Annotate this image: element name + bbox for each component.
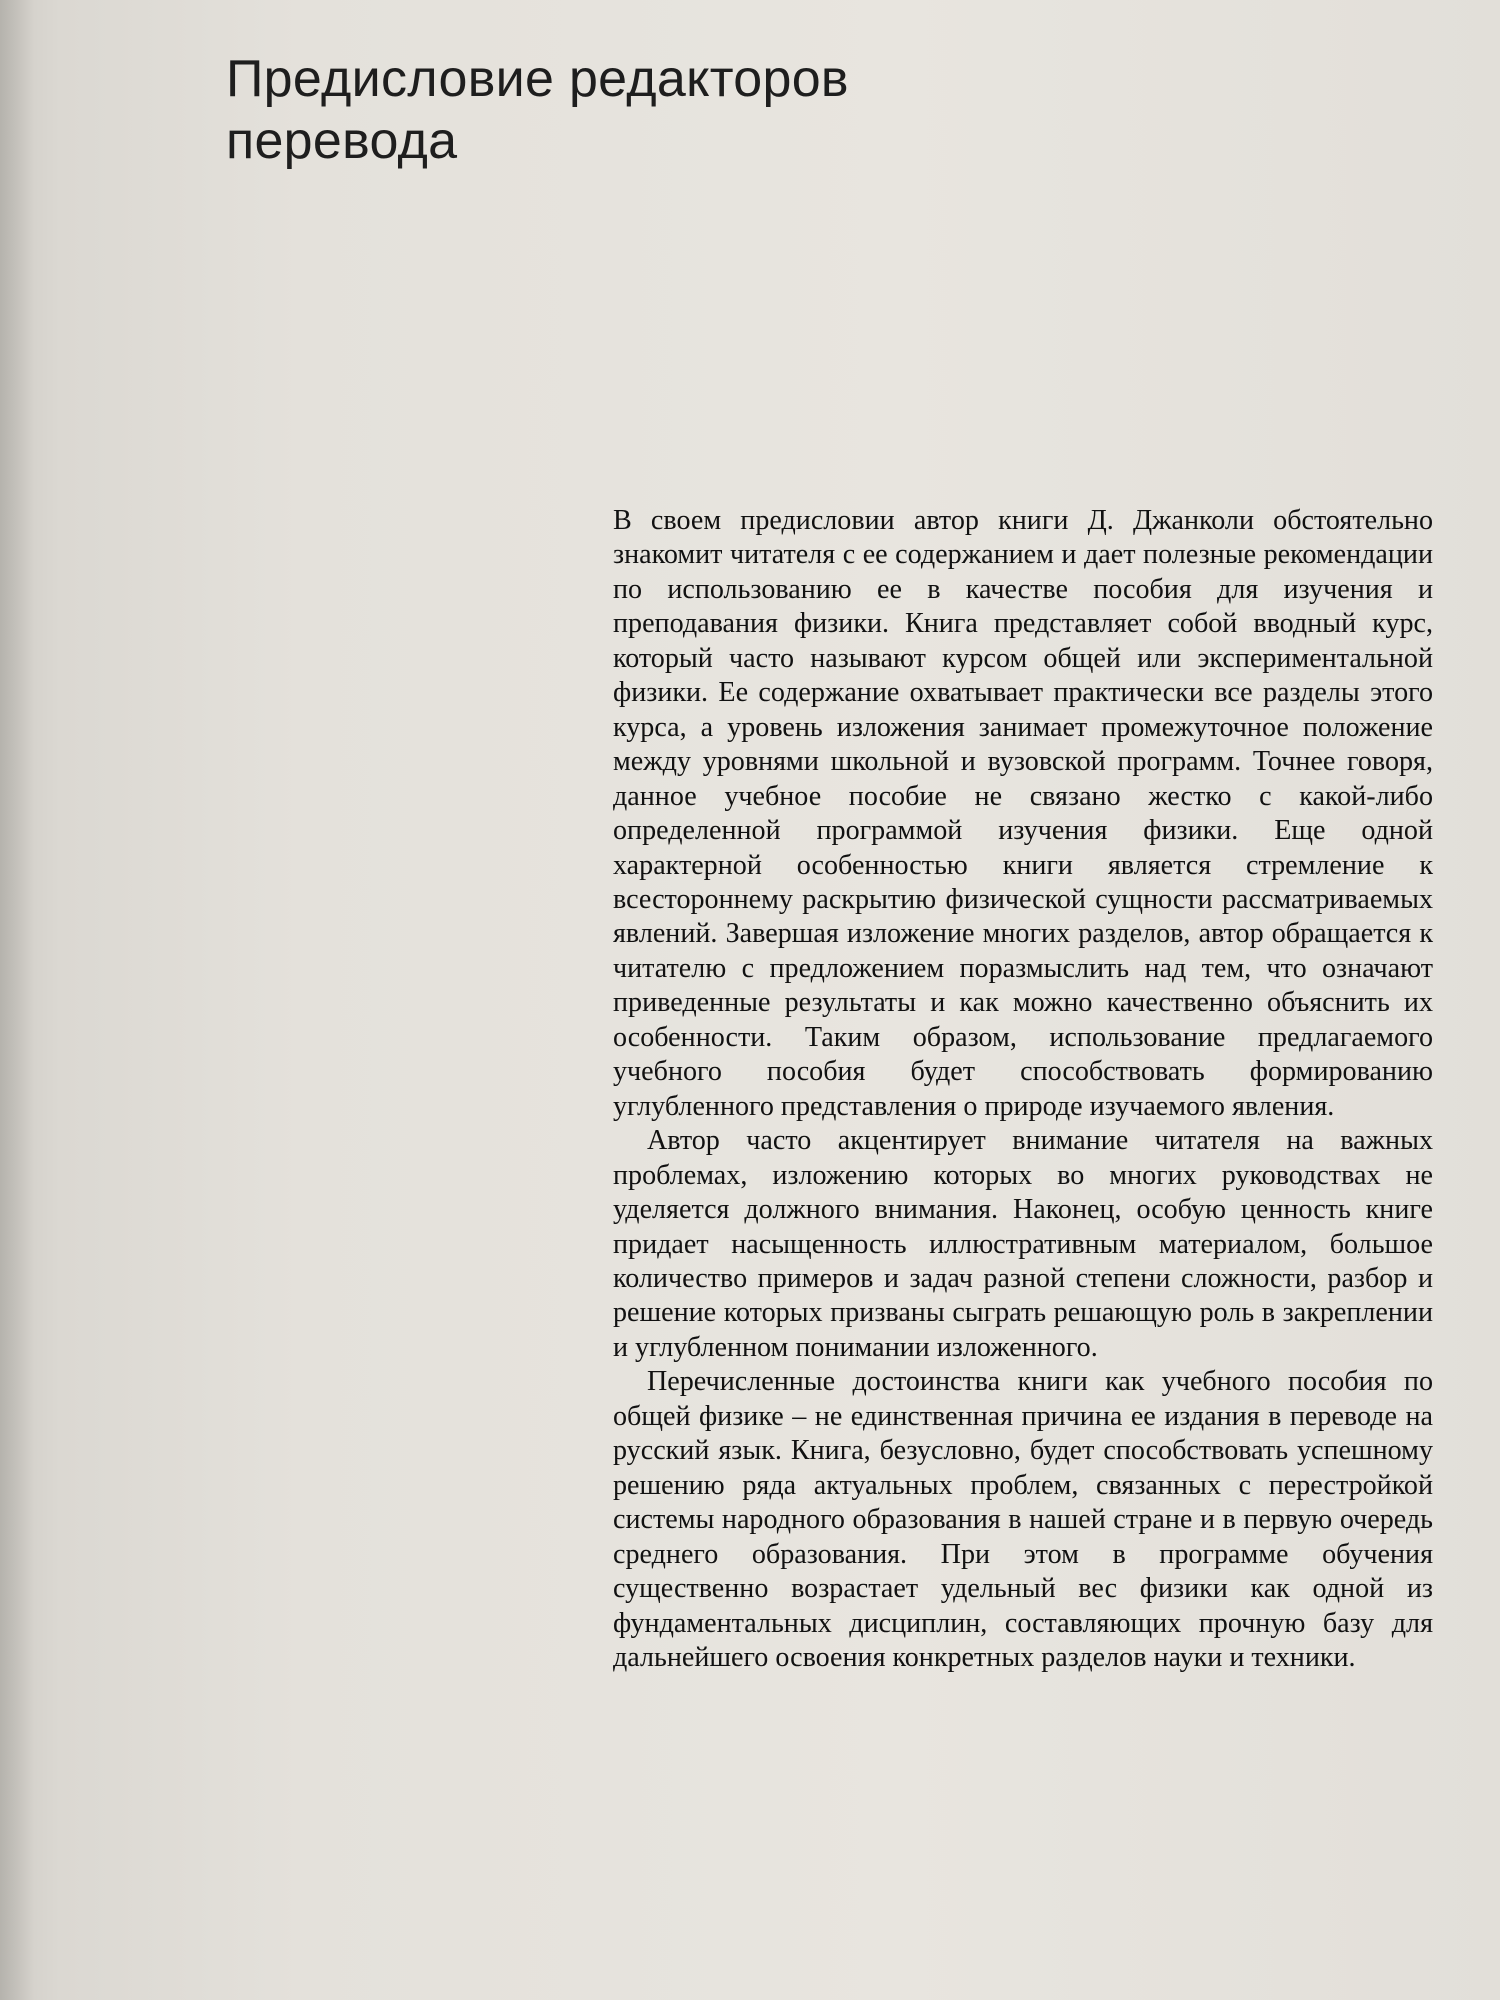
paragraph-1: В своем предисловии автор книги Д. Джанколи обстоятельно знакомит читателя с ее содержанием и дает полезные рекомендации по использованию ее в качестве пособия для изучения и преподавания физики. Книга представляет собой вводный курс, который часто называют курсом общей или экспериментальной физики. Ее содержание охватывает практически все разделы этого курса, а уровень изложения занимает промежуточное положение между уровнями школьной и вузовской программ. Точнее говоря, данное учебное пособие не связано жестко с какой-либо определенной программой изучения физики. Еще одной характерной особенностью книги является стремление к всестороннему раскрытию физической сущности рассматриваемых явлений. Завершая изложение многих разделов, автор обращается к читателю с предложением поразмыслить над тем, что означают приведенные результаты и как можно качественно объяснить их особенности. Таким образом, использование предлагаемого учебного пособия будет способствовать формированию углубленного представления о природе изучаемого явления. (613, 505, 1433, 1122)
title-line-2: перевода (226, 112, 458, 170)
page-edge-shadow (0, 0, 34, 2000)
page-title (226, 48, 986, 172)
title-line-1: Предисловие редакторов (226, 50, 849, 108)
paragraph-3: Перечисленные достоинства книги как учебного пособия по общей физике – не единственная причина ее издания в переводе на русский язык. Книга, безусловно, будет способствовать успешному решению ряда актуальных проблем, связанных с перестройкой системы народного образования в нашей стране и в первую очередь среднего образования. При этом в программе обучения существенно возрастает удельный вес физики как одной из фундаментальных дисциплин, составляющих прочную базу для дальнейшего освоения конкретных разделов науки и техники. (613, 1366, 1433, 1673)
preface-text (613, 504, 1433, 1675)
paragraph-2: Автор часто акцентирует внимание читателя на важных проблемах, изложению которых во многих руководствах не уделяется должного внимания. Наконец, особую ценность книге придает насыщенность иллюстративным материалом, большое количество примеров и задач разной степени сложности, разбор и решение которых призваны сыграть решающую роль в закреплении и углубленном понимании изложенного. (613, 1125, 1433, 1363)
